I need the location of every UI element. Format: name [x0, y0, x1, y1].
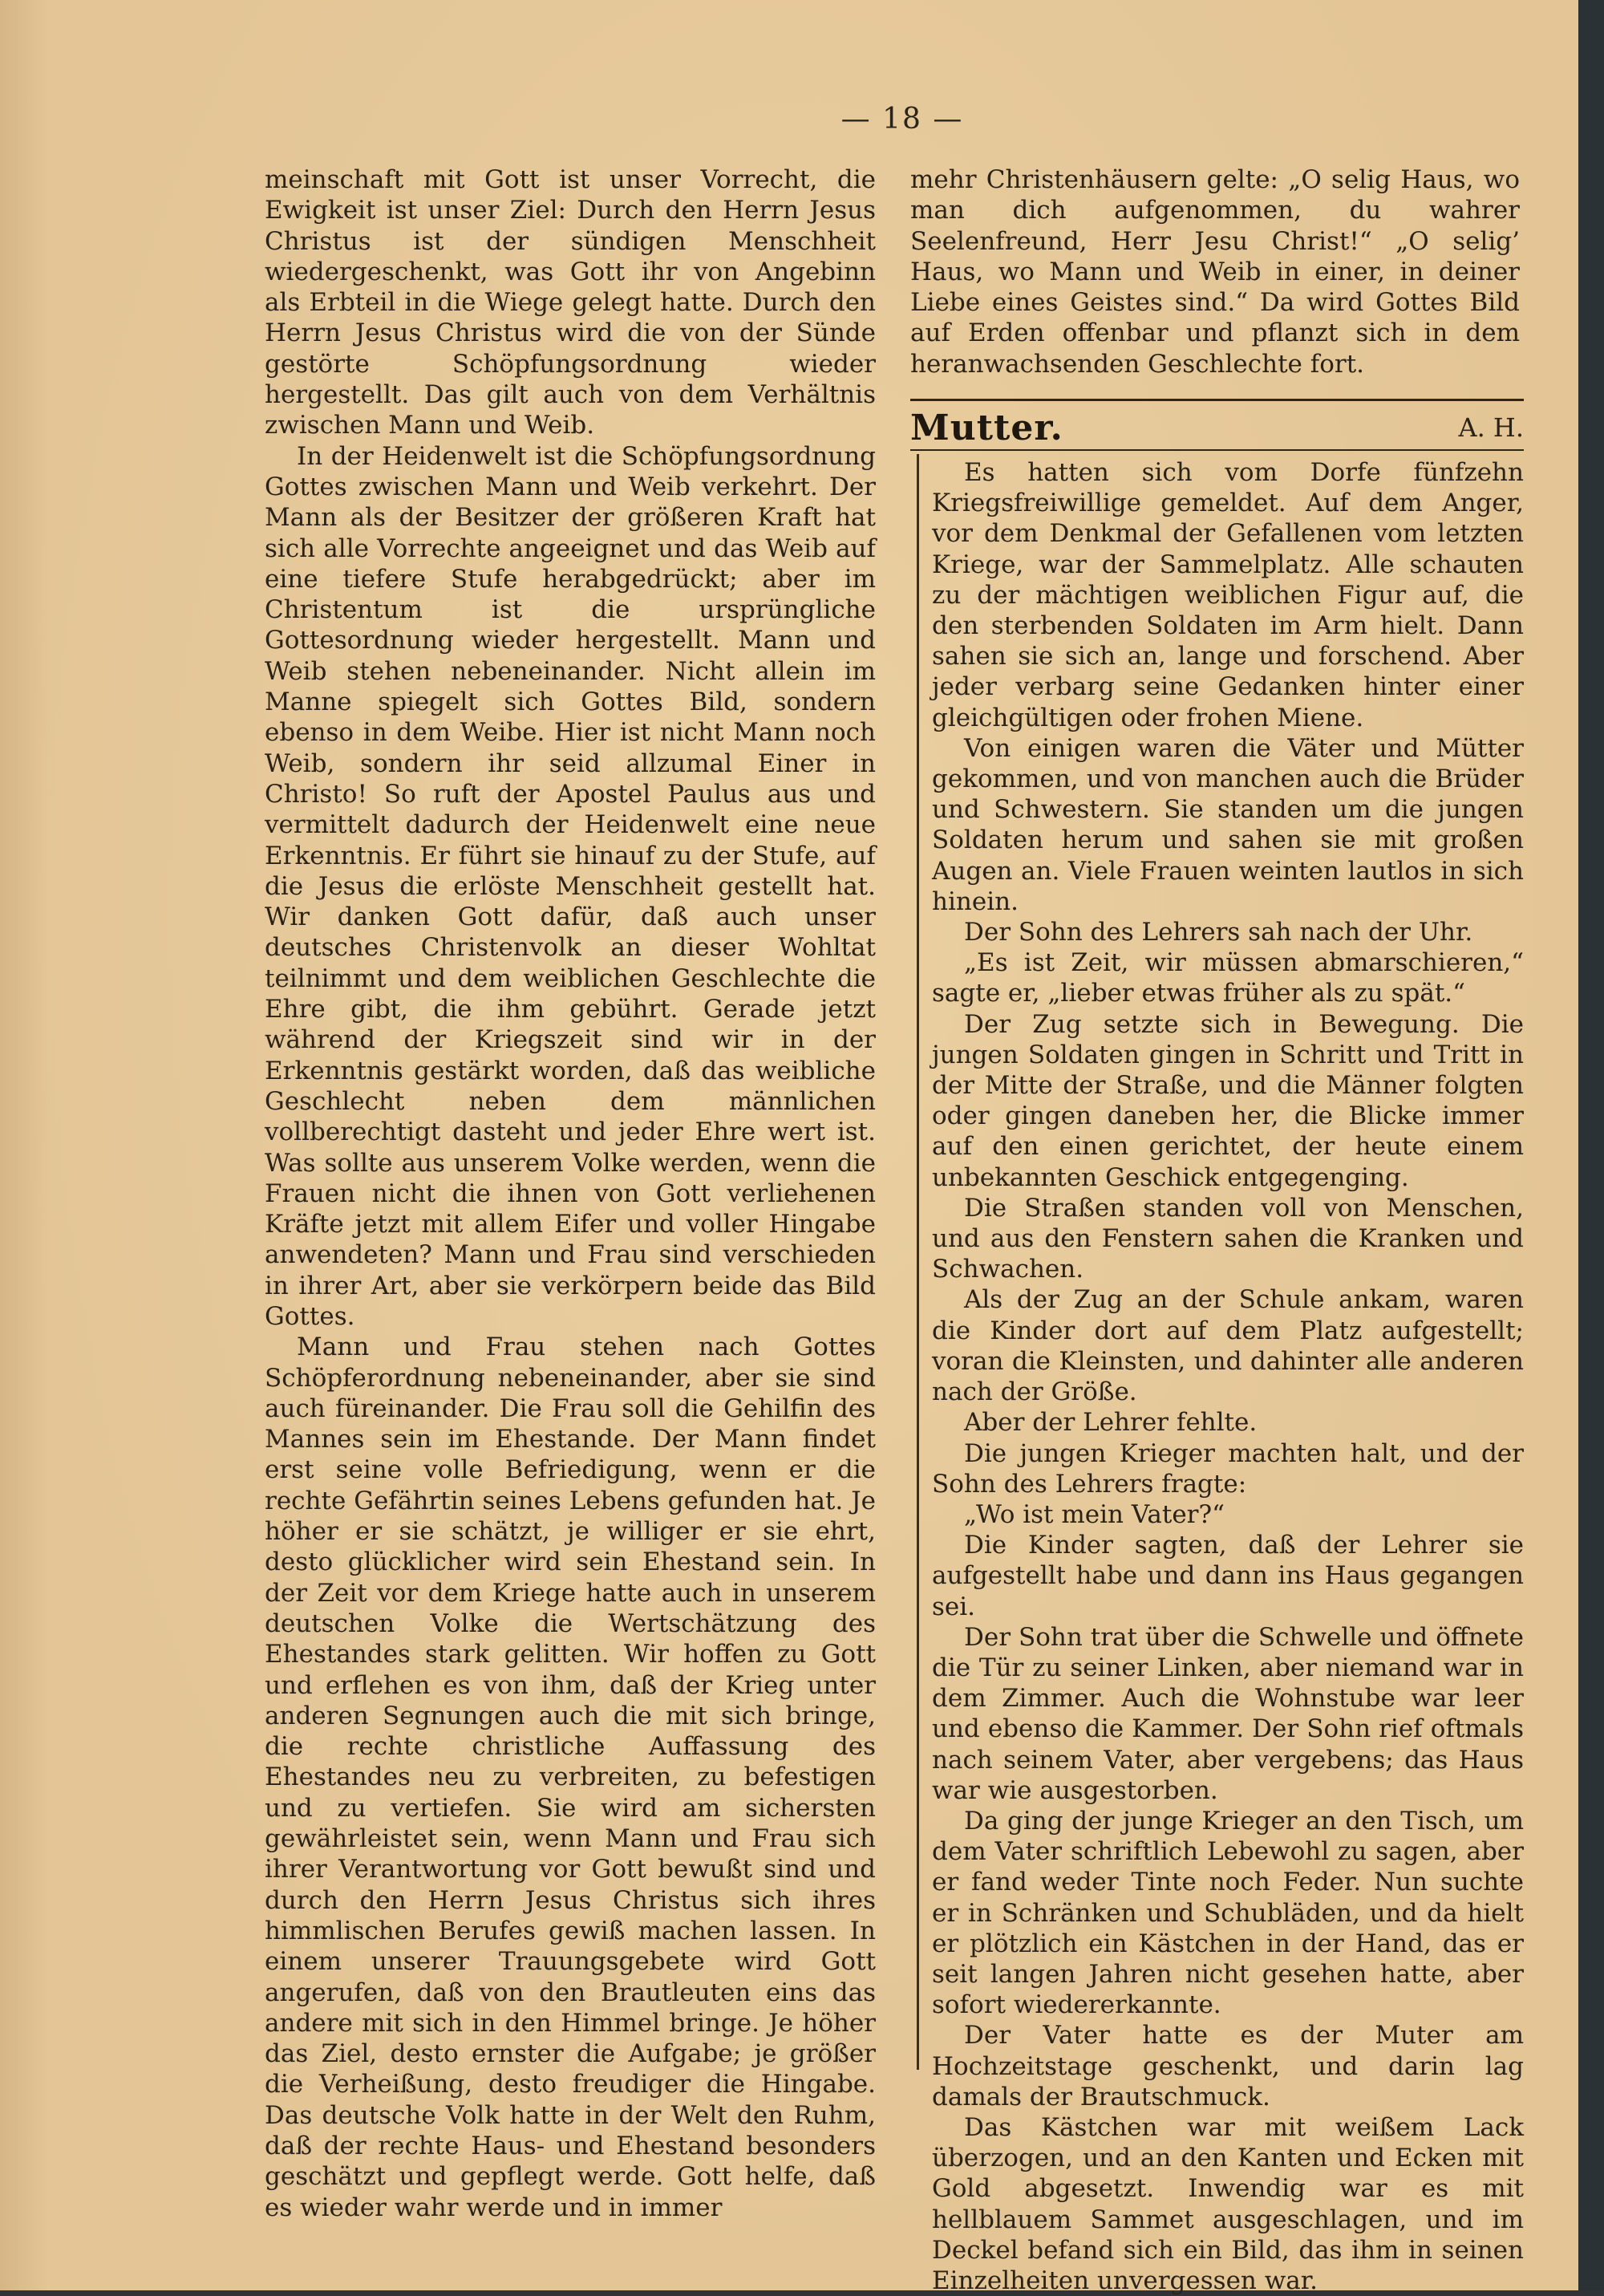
paragraph: In der Heidenwelt ist die Schöpfungsordnung Gottes zwischen Mann und Weib verkehrt. Der Mann als der Besitzer der größeren Kraft hat sich alle Vorrechte angeeignet und das Weib auf eine tiefere Stufe herabgedrückt; aber im Christentum ist die ursprüngliche Gottesordnung wieder hergestellt. Mann und Weib stehen nebeneinander. Nicht allein im Manne spiegelt sich Gottes Bild, sondern ebenso in dem Weibe. Hier ist nicht Mann noch Weib, sondern ihr seid allzumal Einer in Christo! So ruft der Apostel Paulus aus und vermittelt dadurch der Heidenwelt eine neue Erkenntnis. Er führt sie hinauf zu der Stufe, auf die Jesus die erlöste Menschheit gestellt hat. Wir danken Gott dafür, daß auch unser deutsches Christenvolk an dieser Wohltat teilnimmt und dem weiblichen Geschlechte die Ehre gibt, die ihm gebührt. Gerade jetzt während der Kriegszeit sind wir in der Erkenntnis gestärkt worden, daß das weibliche Geschlecht neben dem männlichen vollberechtigt dasteht und jeder Ehre wert ist. Was sollte aus unserem Volke werden, wenn die Frauen nicht die ihnen von Gott verliehenen Kräfte jetzt mit allem Eifer und voller Hingabe anwendeten? Mann und Frau sind verschieden in ihrer Art, aber sie verkörpern beide das Bild Gottes.: [265, 441, 876, 1331]
paragraph: Der Sohn des Lehrers sah nach der Uhr.: [964, 918, 1473, 947]
paragraph: Als der Zug an der Schule ankam, waren die Kinder dort auf dem Platz aufgestellt; voran die Kleinsten, und dahinter alle anderen nach der Größe.: [932, 1285, 1524, 1407]
article-author: A. H.: [1458, 412, 1524, 443]
paragraph: Das Kästchen war mit weißem Lack überzogen, und an den Kanten und Ecken mit Gold abgesetzt. Inwendig war es mit hellblauem Sammet ausgeschlagen, und im Deckel befand sich ein Bild, das ihm in seinen Einzelheiten unvergessen war.: [932, 2112, 1524, 2295]
page-number: — 18 —: [840, 103, 964, 136]
paragraph: mehr Christenhäusern gelte: „O selig Haus, wo man dich aufgenommen, du wahrer Seelenfreund, Herr Jesu Christ!“ „O selig’ Haus, wo Mann und Weib in einer, in deiner Liebe eines Geistes sind.“ Da wird Gottes Bild auf Erden offenbar und pflanzt sich in dem heranwachsenden Geschlechte fort.: [910, 165, 1520, 379]
paragraph: Der Sohn trat über die Schwelle und öffnete die Tür zu seiner Linken, aber niemand war in dem Zimmer. Auch die Wohnstube war leer und ebenso die Kammer. Der Sohn rief oftmals nach seinem Vater, aber vergebens; das Haus war wie ausgestorben.: [932, 1622, 1524, 1805]
paragraph: Mann und Frau stehen nach Gottes Schöpferordnung nebeneinander, aber sie sind auch füreinander. Die Frau soll die Gehilfin des Mannes sein im Ehestande. Der Mann findet erst seine volle Befriedigung, wenn er die rechte Gefährtin seines Lebens gefunden hat. Je höher er sie schätzt, je williger er sie ehrt, desto glücklicher wird sein Ehestand sein. In der Zeit vor dem Kriege hatte auch in unserem deutschen Volke die Wertschätzung des Ehestandes stark gelitten. Wir hoffen zu Gott und erflehen es von ihm, daß der Krieg unter anderen Segnungen auch die mit sich bringe, die rechte christliche Auffassung des Ehestandes neu zu verbreiten, zu befestigen und zu vertiefen. Sie wird am sichersten gewährleistet sein, wenn Mann und Frau sich ihrer Verantwortung vor Gott bewußt sind und durch den Herrn Jesus Christus sich ihres himmlischen Berufes gewiß machen lassen. In einem unserer Trauungsgebete wird Gott angerufen, daß von den Brautleuten eins das andere mit sich in den Himmel bringe. Je höher das Ziel, desto ernster die Aufgabe; je größer die Verheißung, desto freudiger die Hingabe. Das deutsche Volk hatte in der Welt den Ruhm, daß der rechte Haus- und Ehestand besonders geschätzt und gepflegt werde. Gott helfe, daß es wieder wahr werde und in immer: [265, 1333, 876, 2222]
paragraph: Die Straßen standen voll von Menschen, und aus den Fenstern sahen die Kranken und Schwachen.: [932, 1193, 1524, 1284]
paragraph: Es hatten sich vom Dorfe fünfzehn Kriegsfreiwillige gemeldet. Auf dem Anger, vor dem Denkmal der Gefallenen vom letzten Kriege, war der Sammelplatz. Alle schauten zu der mächtigen weiblichen Figur auf, die den sterbenden Soldaten im Arm hielt. Dann sahen sie sich an, lange und forschend. Aber jeder verbarg seine Gedanken hinter einer gleichgültigen oder frohen Miene.: [932, 458, 1524, 732]
left-column: [265, 164, 876, 2223]
paragraph: Von einigen waren die Väter und Mütter gekommen, und von manchen auch die Brüder und Schwestern. Sie standen um die jungen Soldaten herum und sahen sie mit großen Augen an. Viele Frauen weinten lautlos in sich hinein.: [932, 733, 1524, 916]
article-header: [910, 408, 1524, 448]
paragraph: Der Zug setzte sich in Bewegung. Die jungen Soldaten gingen in Schritt und Tritt in der Mitte der Straße, und die Männer folgten oder gingen daneben her, die Blicke immer auf den einen gerichtet, der heute einem unbekannten Geschick entgegenging.: [932, 1009, 1524, 1192]
paragraph: Die jungen Krieger machten halt, und der Sohn des Lehrers fragte:: [932, 1438, 1524, 1499]
right-column-top: [910, 164, 1520, 379]
paragraph: „Es ist Zeit, wir müssen abmarschieren,“ sagte er, „lieber etwas früher als zu spät.“: [932, 948, 1524, 1008]
paragraph: Die Kinder sagten, daß der Lehrer sie aufgestellt habe und dann ins Haus gegangen sei.: [932, 1531, 1524, 1621]
article-rule-bottom: [910, 449, 1524, 451]
paragraph: meinschaft mit Gott ist unser Vorrecht, die Ewigkeit ist unser Ziel: Durch den Herrn Jesus Christus ist der sündigen Menschheit wiedergeschenkt, was Gott ihr von Angebinn als Erbteil in die Wiege gelegt hatte. Durch den Herrn Jesus Christus wird die von der Sünde gestörte Schöpfungsordnung wieder hergestellt. Das gilt auch von dem Verhältnis zwischen Mann und Weib.: [265, 165, 876, 440]
article-body: [932, 457, 1524, 2296]
page-edge: [1578, 0, 1604, 2290]
paragraph: Da ging der junge Krieger an den Tisch, um dem Vater schriftlich Lebewohl zu sagen, aber er fand weder Tinte noch Feder. Nun suchte er in Schränken und Schubläden, und da hielt er plötzlich ein Kästchen in der Hand, das er seit langen Jahren nicht gesehen hatte, aber sofort wiedererkannte.: [932, 1806, 1524, 2020]
article-rule-top: [910, 399, 1524, 401]
paragraph: „Wo ist mein Vater?“: [964, 1499, 1225, 1529]
column-divider: [917, 454, 919, 2070]
paragraph: Aber der Lehrer fehlte.: [964, 1408, 1258, 1438]
paragraph: Der Vater hatte es der Muter am Hochzeitstage geschenkt, und darin lag damals der Brautschmuck.: [932, 2021, 1524, 2111]
article-title: Mutter.: [910, 408, 1063, 448]
